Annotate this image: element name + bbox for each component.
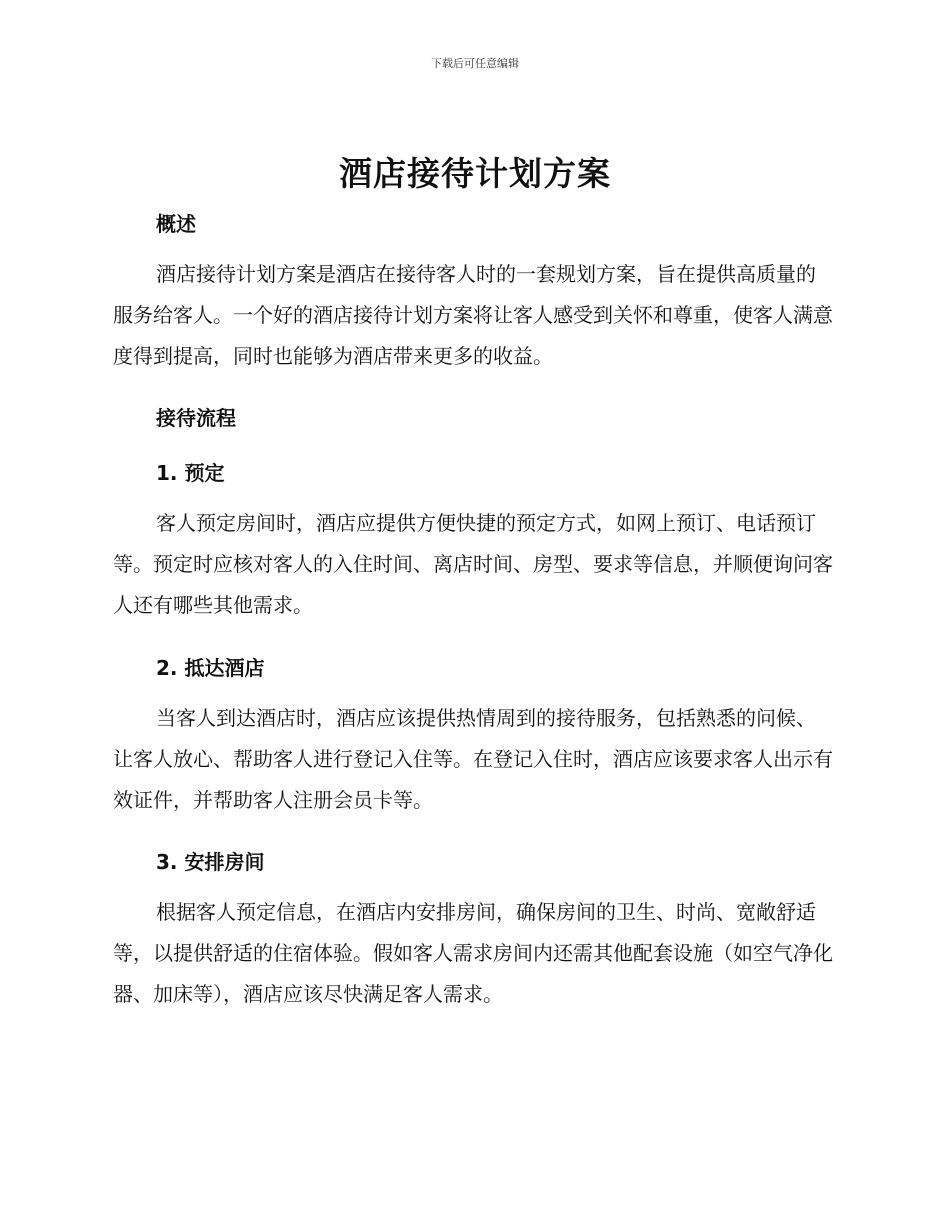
step-heading-room: 3. 安排房间 [156, 850, 265, 874]
header-note: 下载后可任意编辑 [431, 57, 519, 70]
paragraph-booking: 客人预定房间时，酒店应提供方便快捷的预定方式，如网上预订、电话预订等。预定时应核对客人的入住时间、离店时间、房型、要求等信息，并顺便询问客人还有哪些其他需求。 [113, 511, 833, 617]
section-heading-overview: 概述 [156, 212, 196, 236]
paragraph-overview: 酒店接待计划方案是酒店在接待客人时的一套规划方案，旨在提供高质量的服务给客人。一个好的酒店接待计划方案将让客人感受到关怀和尊重，使客人满意度得到提高，同时也能够为酒店带来更多的收益。 [113, 262, 833, 368]
step-heading-arrival: 2. 抵达酒店 [156, 656, 265, 680]
document-title: 酒店接待计划方案 [339, 154, 611, 193]
paragraph-arrival: 当客人到达酒店时，酒店应该提供热情周到的接待服务，包括熟悉的问候、让客人放心、帮助客人进行登记入住等。在登记入住时，酒店应该要求客人出示有效证件，并帮助客人注册会员卡等。 [113, 706, 833, 812]
section-heading-process: 接待流程 [156, 406, 236, 430]
paragraph-room: 根据客人预定信息，在酒店内安排房间，确保房间的卫生、时尚、宽敞舒适等，以提供舒适的住宿体验。假如客人需求房间内还需其他配套设施（如空气净化器、加床等），酒店应该尽快满足客人需求。 [113, 900, 833, 1006]
step-heading-booking: 1. 预定 [156, 461, 225, 485]
